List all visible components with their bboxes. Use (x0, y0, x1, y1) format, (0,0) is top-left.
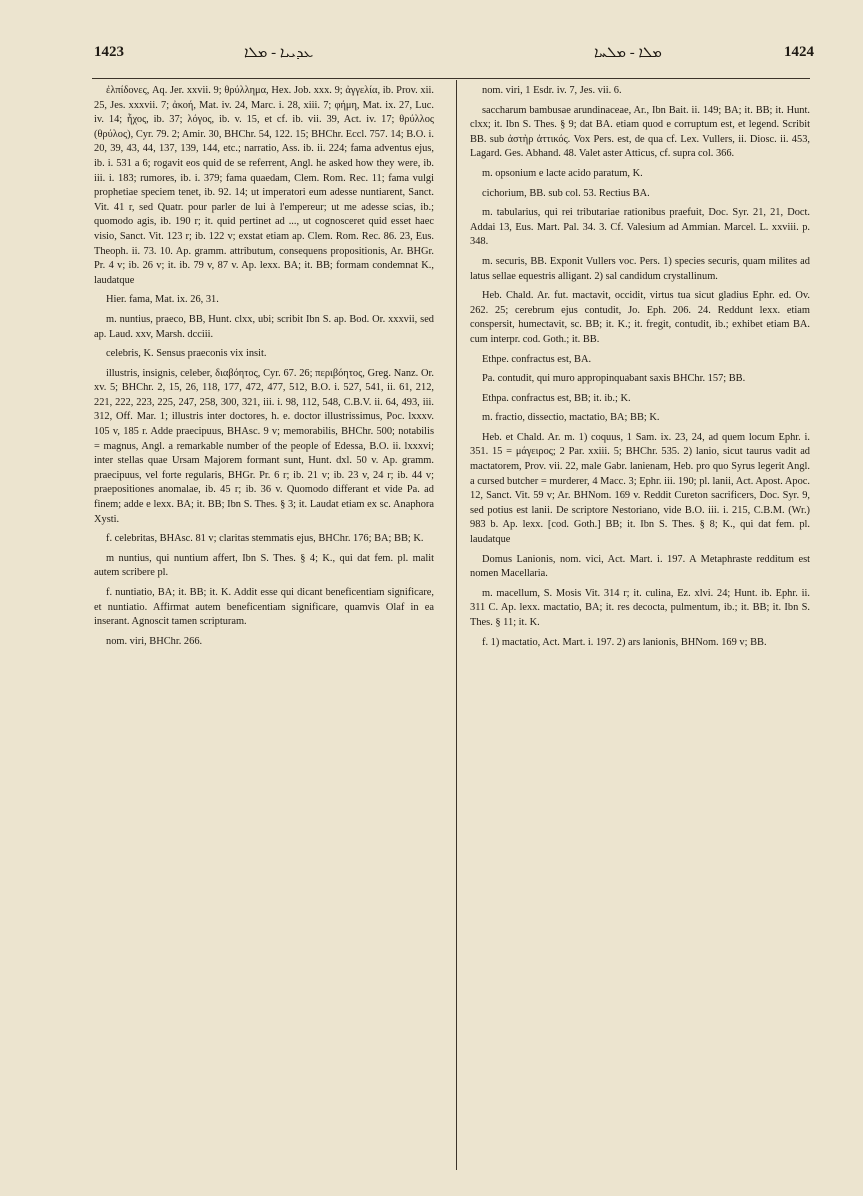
entry: nom. viri, 1 Esdr. iv. 7, Jes. vii. 6. (482, 85, 622, 96)
running-head-right: ܡܠܐ - ܡܠܚܐ (594, 45, 662, 61)
page-number-right: 1424 (784, 44, 814, 60)
running-head-left: ܥܕܝܝܐ - ܡܠܐ (244, 45, 314, 61)
page-number-left: 1423 (94, 44, 124, 60)
entry: Heb. Chald. Ar. fut. mactavit, occidit, virtus tua sicut gladius Ephr. ed. Ov. 262. 25; cerebrum ejus contudit, Jo. Eph. 206. 24. Reddunt lexx. etiam conspersit, humectavit, sc. BB; it. K.; it. fregit, contudit, ib.; exhibet etiam BA. cum interpr. cod. Goth.; it. BB. (470, 290, 810, 345)
entry: Ethpe. confractus est, BA. (482, 353, 592, 365)
entry: Heb. et Chald. Ar. m. 1) coquus, 1 Sam. ix. 23, 24, ad quem locum Ephr. i. 351. 15 = μάγειρος; 2 Par. xxiii. 5; BHChr. 535. 2) lanio, sicut taurus vadit ad mactatorem, Prov. vii. 22, male Gabr. lanienam, Heb. pro quo Syrus legerit Angl. a cursed butcher = murderer, 4 Macc. 3; Ephr. iii. 190; pl. lanii, Act. Apost. Apoc. 12, Sanct. Vit. 59 v; Ar. BHNom. 169 v. Reddit Cureton sacrificers, Doc. Syr. 9, sed potius est lanii. De scriptore Nestoriano, vide B.O. iii. i. 215, C.B.M. (Wr.) 983 b. Ap. lexx. [cod. Goth.] BB; it. Ibn S. Thes. § 8; K., qui dat fem. pl. laudatque (470, 431, 810, 546)
column-divider (456, 80, 457, 1170)
entry: m. nuntius, praeco, BB, Hunt. clxx, ubi; scribit Ibn S. ap. Bod. Or. xxxvii, sed ap. Laud. xxv, Marsh. dcciii. (94, 313, 434, 340)
entry: ἐλπίδονες, Aq. Jer. xxvii. 9; θρύλλημα, Hex. Job. xxx. 9; ἀγγελία, ib. Prov. xii. 25, Jes. xxxvii. 7; ἀκοή, Mat. iv. 24, Marc. i. 28, xiii. 7; φήμη, Mat. ix. 27, Luc. iv. 14; ἦχος, ib. 37; λόγος, ib. v. 15, et cf. ib. vii. 39, Act. iv. 17; θρύλλος (θρύλος), Cyr. 79. 2; Amir. 30, BHChr. 54, 122. 15; BHChr. Eccl. 757. 14; B.O. i. 20, 39, 43, 44, 137, 139, 144, etc.; narratio, Ass. ib. ii. 224; fama adventus ejus, ib. i. 531 a 6; rogavit eos quid de se referrent, Angl. he asked how they were, ib. iii. i. 183; rumores, ib. i. 379; fama quaedam, Clem. Rom. Rec. 11; fama vulgi prophetiae speciem tenet, ib. 92. 14; ut imperatori eum adesse nuntiarent, Sanct. Vit. 41 r, sed Quatr. pour parler de lui à l'empereur; ut me adesse scias, ib.; quomodo agis, ib. 190 r; it. quid pertinet ad ..., ut cognosceret quid esset haec visio, Sanct. Vit. 123 r; ib. 122 v; exstat etiam ap. Clem. Rom. Rec. 86. 23, Eus. Theoph. ii. 73. 10. Ap. gramm. attributum, consequens propositionis, Ar. BHGr. Pr. 4 v; ib. 26 v; it. ib. 79 v, 87 v. Ap. lexx. BA; it. BB; formam condemnat K., laudatque (94, 85, 434, 286)
entry: m. securis, BB. Exponit Vullers voc. Pers. 1) species securis, quam milites ad latus sellae equestris alligant. 2) sal candidum crystallinum. (470, 255, 810, 282)
entry: f. 1) mactatio, Act. Mart. i. 197. 2) ars lanionis, BHNom. 169 v; BB. (482, 636, 767, 648)
entry: m. tabularius, qui rei tributariae rationibus praefuit, Doc. Syr. 21, 21, Doct. Addai 13, Eus. Mart. Pal. 34. 3. Cf. Valesium ad Ammian. Marcel. L. xxviii. p. 348. (470, 207, 810, 248)
entry: m. fractio, dissectio, mactatio, BA; BB; K. (482, 412, 660, 424)
entry: Pa. contudit, qui muro appropinquabant saxis BHChr. 157; BB. (482, 373, 746, 385)
entry: m. opsonium e lacte acido paratum, K. (482, 167, 643, 179)
left-column (94, 84, 434, 1160)
entry: Domus Lanionis, nom. vici, Act. Mart. i. 197. A Metaphraste redditum est nomen Macellaria. (470, 553, 810, 580)
entry: f. celebritas, BHAsc. 81 v; claritas stemmatis ejus, BHChr. 176; BA; BB; K. (106, 533, 424, 545)
entry: f. nuntiatio, BA; it. BB; it. K. Addit esse qui dicant beneficentiam significare, et nuntiatio. Affirmat autem beneficentiam significare, quamvis Olaf in ea inserant. Agnoscit tamen scripturam. (94, 587, 434, 628)
entry: cichorium, BB. sub col. 53. Rectius BA. (482, 187, 650, 199)
right-column (470, 84, 810, 1160)
entry: m nuntius, qui nuntium affert, Ibn S. Thes. § 4; K., qui dat fem. pl. malit autem scribere pl. (94, 552, 434, 579)
entry: illustris, insignis, celeber, διαβόητος, Cyr. 67. 26; περιβόητος, Greg. Nanz. Or. xv. 5; BHChr. 2, 15, 26, 118, 177, 472, 477, 512, B.O. i. 527, 541, ii. 61, 212, 221, 222, 223, 225, 247, 258, 300, 321, iii. i. 98, 112, 548, C.B.V. ii. 64, 493, iii. 312, Off. Mar. 1; illustris inter doctores, h. e. doctor illustrissimus, Poc. lxxxv. 105 v, 185 r. Adde praecipuus, BHAsc. 9 v; memorabilis, BHChr. 500; notabilis = magnus, Angl. a remarkable number of the people of Edessa, B.O. ii. lxxxvi; inter stellas quae Ursam Majorem formant sunt, Hunt. dxl. 50 v. Ap. gramm. praecipuus, vel forte regularis, BHGr. Pr. 6 r; ib. 21 v; ib. 23 v, 24 r; ib. 44 v; praepositiones anomalae, ib. 45 r; ib. 36 v. Quomodo differant et vide Pa. ad finem; adde e lexx. BA; it. BB; Ibn S. Thes. § 3; it. Laudat etiam ex sc. Anaphora Xysti. (94, 367, 434, 525)
page-header (74, 44, 814, 70)
entry: Hier. fama, Mat. ix. 26, 31. (106, 294, 219, 306)
entry: Ethpa. confractus est, BB; it. ib.; K. (482, 392, 631, 404)
entry: saccharum bambusae arundinaceae, Ar., Ibn Bait. ii. 149; BA; it. BB; it. Hunt. clxx; it. Ibn S. Thes. § 9; dat BA. etiam quod e corruptum est, et legend. Scribit BB. sub ἀστὴρ ἀττικός. Vox Pers. est, de qua cf. Lex. Vullers, ii. Diosc. ii. 453, Lagard. Ges. Abhand. 48. Valet aster Atticus, cf. supra col. 366. (470, 104, 810, 160)
header-rule (92, 78, 810, 79)
entry: nom. viri, BHChr. 266. (106, 635, 203, 647)
entry: celebris, K. Sensus praeconis vix insit. (106, 348, 267, 360)
entry: m. macellum, S. Mosis Vit. 314 r; it. culina, Ez. xlvi. 24; Hunt. ib. Ephr. ii. 311 C. Ap. lexx. mactatio, BA; it. res decocta, pulmentum, ib.; it. BB; it. Ibn S. Thes. § 11; it. K. (470, 587, 810, 628)
